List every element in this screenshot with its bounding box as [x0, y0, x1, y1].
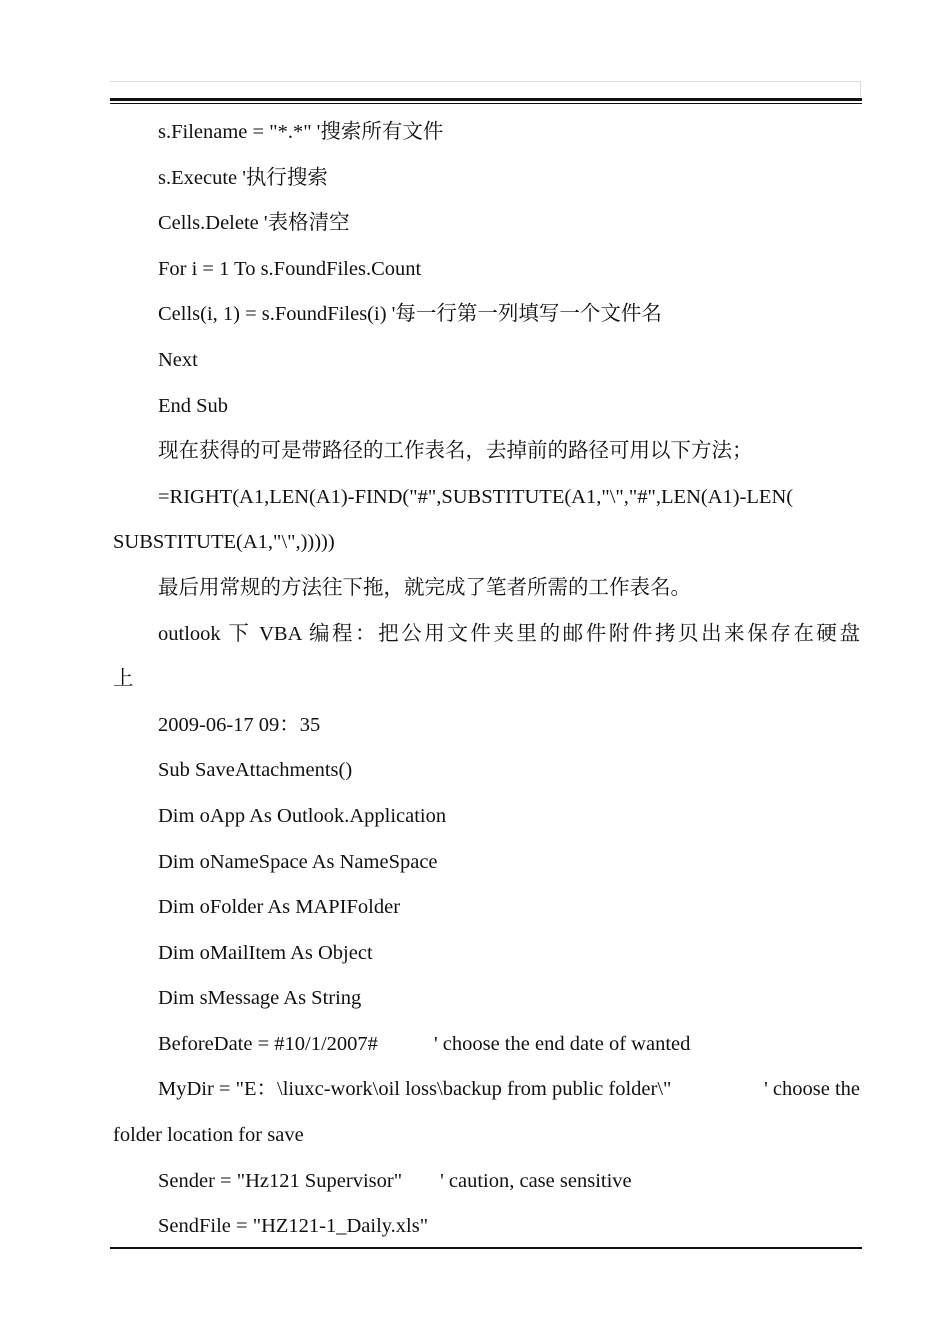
- code-line: Dim oApp As Outlook.Application: [158, 804, 447, 827]
- paragraph: 现在获得的可是带路径的工作表名，去掉前的路径可用以下方法；: [158, 440, 753, 463]
- code-text: MyDir = "E：\liuxc-work\oil loss\backup from public folder\": [158, 1078, 672, 1101]
- code-line-continued: folder location for save: [113, 1124, 304, 1147]
- footer-rule: [110, 1247, 862, 1249]
- code-line: Cells(i, 1) = s.FoundFiles(i) '每一行第一列填写一个文件名: [158, 303, 662, 326]
- code-line: Dim oFolder As MAPIFolder: [158, 896, 401, 919]
- header-rule-thick: [110, 98, 862, 101]
- code-line: For i = 1 To s.FoundFiles.Count: [158, 257, 422, 280]
- code-text: Sender = "Hz121 Supervisor": [158, 1169, 403, 1192]
- section-heading: outlook 下 VBA 编程：把公用文件夹里的邮件附件拷贝出来保存在硬盘: [158, 622, 860, 645]
- code-line: [113, 1022, 860, 1068]
- code-comment: ' caution, case sensitive: [440, 1169, 632, 1192]
- code-line: Cells.Delete '表格清空: [158, 212, 350, 235]
- header-rule-thin: [110, 103, 862, 104]
- code-line: Dim sMessage As String: [158, 987, 362, 1010]
- code-line: [113, 1067, 860, 1113]
- document-body: [113, 110, 860, 1250]
- code-line: s.Filename = "*.*" '搜索所有文件: [158, 121, 444, 143]
- formula-line-continued: SUBSTITUTE(A1,"\",))))): [113, 531, 335, 554]
- paragraph: 最后用常规的方法往下拖，就完成了笔者所需的工作表名。: [158, 576, 691, 599]
- code-line: SendFile = "HZ121-1_Daily.xls": [158, 1215, 429, 1238]
- formula-line: =RIGHT(A1,LEN(A1)-FIND("#",SUBSTITUTE(A1,"\","#",LEN(A1)-LEN(: [158, 485, 794, 508]
- code-line: [113, 1159, 860, 1205]
- code-line: Next: [158, 348, 198, 371]
- timestamp: 2009-06-17 09：35: [158, 713, 321, 736]
- code-line: Dim oNameSpace As NameSpace: [158, 850, 438, 873]
- code-line: s.Execute '执行搜索: [158, 166, 328, 189]
- section-heading-continued: 上: [113, 668, 134, 691]
- code-line: Sub SaveAttachments(): [158, 759, 353, 782]
- code-comment: ' choose the end date of wanted: [433, 1032, 691, 1055]
- code-line: End Sub: [158, 394, 229, 417]
- code-line: Dim oMailItem As Object: [158, 941, 373, 964]
- code-text: BeforeDate = #10/1/2007#: [158, 1032, 378, 1055]
- code-comment: ' choose the: [764, 1078, 860, 1101]
- page-header-box: [110, 81, 861, 97]
